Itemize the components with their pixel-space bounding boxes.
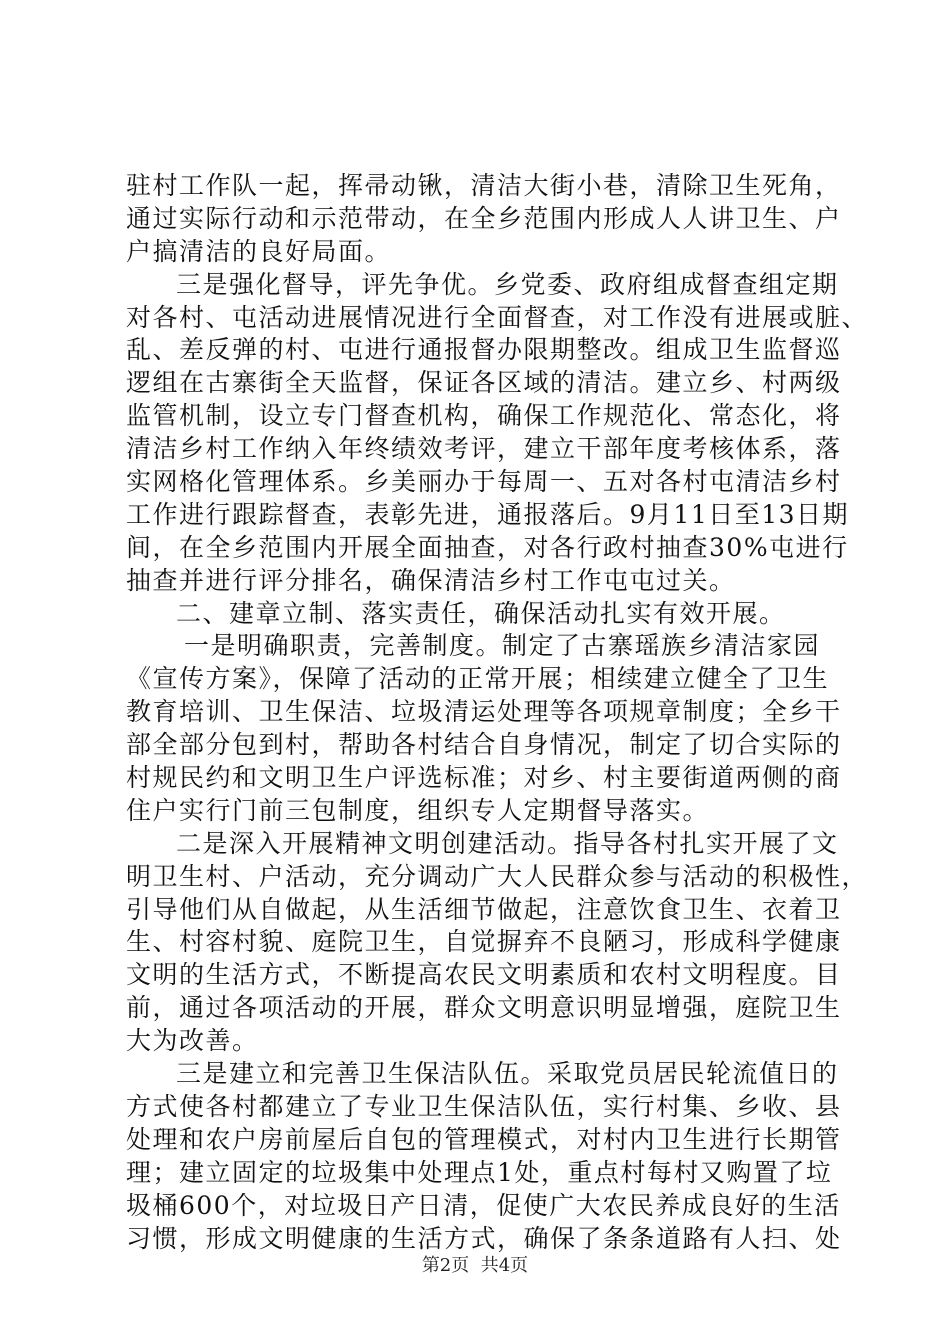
document-body (126, 170, 869, 1255)
text-line: 住户实行门前三包制度，组织专人定期督导落实。 (126, 795, 710, 825)
text-line: 理；建立固定的垃圾集中处理点1处，重点村每村又购置了垃 (126, 1157, 833, 1187)
text-line: 抽查并进行评分排名，确保清洁乡村工作屯屯过关。 (126, 565, 736, 595)
text-line: 通过实际行动和示范带动，在全乡范围内形成人人讲卫生、户 (126, 203, 842, 233)
text-line: 圾桶600个，对垃圾日产日清，促使广大农民养成良好的生活 (126, 1190, 841, 1220)
text-line: 处理和农户房前屋后自包的管理模式，对村内卫生进行长期管 (126, 1124, 842, 1154)
text-line: 教育培训、卫生保洁、垃圾清运处理等各项规章制度；全乡干 (126, 697, 842, 727)
text-line: 户搞清洁的良好局面。 (126, 236, 392, 266)
paragraph-start-line: 三是建立和完善卫生保洁队伍。采取党员居民轮流值日的 (176, 1059, 839, 1089)
paragraph-start-line: 三是强化督导，评先争优。乡党委、政府组成督查组定期 (176, 269, 839, 299)
text-line: 方式使各村都建立了专业卫生保洁队伍，实行村集、乡收、县 (126, 1091, 842, 1121)
text-line: 逻组在古寨街全天监督，保证各区域的清洁。建立乡、村两级 (126, 368, 842, 398)
text-line: 清洁乡村工作纳入年终绩效考评，建立干部年度考核体系，落 (126, 434, 842, 464)
text-line: 文明的生活方式，不断提高农民文明素质和农村文明程度。目 (126, 960, 842, 990)
text-line: 《宣传方案》，保障了活动的正常开展；相续建立健全了卫生 (126, 664, 830, 694)
text-line: 生、村容村貌、庭院卫生，自觉摒弃不良陋习，形成科学健康 (126, 927, 842, 957)
text-line: 明卫生村、户活动，充分调动广大人民群众参与活动的积极性， (126, 861, 869, 891)
text-line: 乱、差反弹的村、屯进行通报督办限期整改。组成卫生监督巡 (126, 335, 842, 365)
text-line: 对各村、屯活动进展情况进行全面督查，对工作没有进展或脏、 (126, 302, 869, 332)
text-line: 引导他们从自做起，从生活细节做起，注意饮食卫生、衣着卫 (126, 894, 842, 924)
text-line: 实网格化管理体系。乡美丽办于每周一、五对各村屯清洁乡村 (126, 467, 842, 497)
text-line: 间，在全乡范围内开展全面抽查，对各行政村抽查30%屯进行 (126, 532, 849, 562)
text-line: 习惯，形成文明健康的生活方式，确保了条条道路有人扫、处 (126, 1223, 842, 1253)
text-line: 大为改善。 (126, 1026, 259, 1056)
page-footer: 第2页 共4页 (421, 1255, 529, 1276)
text-line: 工作进行跟踪督查，表彰先进，通报落后。9月11日至13日期 (126, 499, 850, 529)
text-line: 驻村工作队一起，挥帚动锹，清洁大街小巷，清除卫生死角， (126, 171, 842, 200)
text-line: 前，通过各项活动的开展，群众文明意识明显增强，庭院卫生 (126, 993, 842, 1023)
paragraph-start-line: 二是深入开展精神文明创建活动。指导各村扎实开展了文 (176, 828, 839, 858)
text-line: 村规民约和文明卫生户评选标准；对乡、村主要街道两侧的商 (126, 763, 842, 793)
paragraph-start-line: 一是明确职责，完善制度。制定了古寨瑶族乡清洁家园 (184, 631, 821, 661)
text-line: 部全部分包到村，帮助各村结合自身情况，制定了切合实际的 (126, 730, 842, 760)
text-line: 监管机制，设立专门督查机构，确保工作规范化、常态化，将 (126, 401, 842, 431)
section-heading: 二、建章立制、落实责任，确保活动扎实有效开展。 (176, 598, 786, 628)
